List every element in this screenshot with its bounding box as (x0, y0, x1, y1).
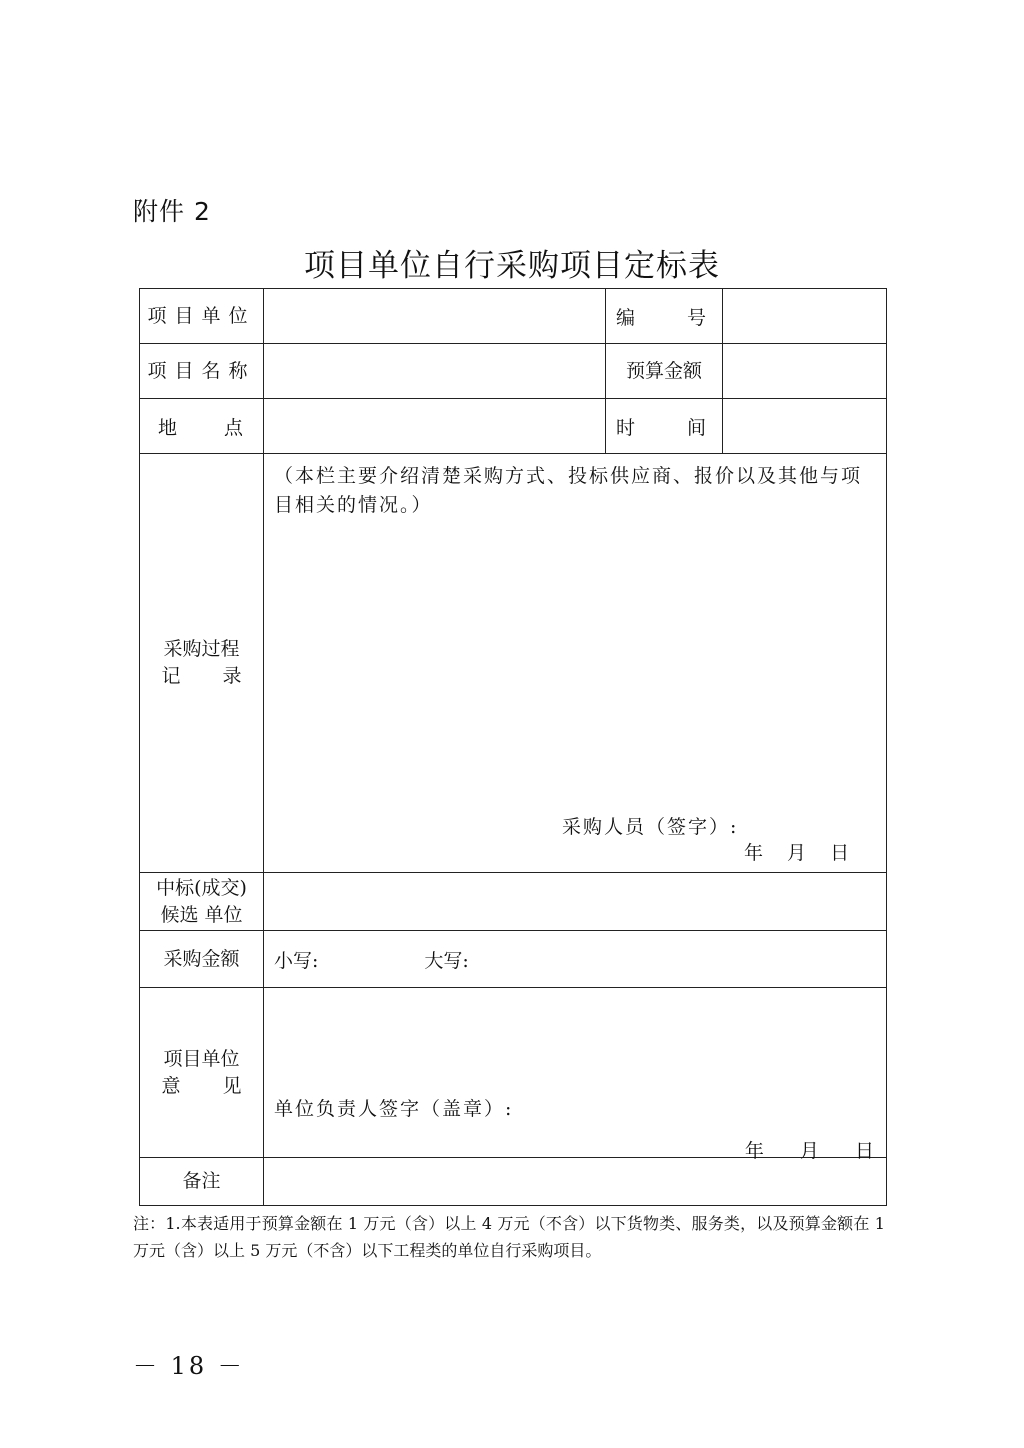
budget-field[interactable] (723, 344, 887, 399)
row-remarks (140, 1158, 887, 1206)
label-project-unit: 项目单位 (140, 289, 264, 344)
label-opinion-part2: 意 (161, 1074, 181, 1097)
unit-head-signature-label: 单位负责人签字（盖章）: (274, 1098, 514, 1120)
label-winner-line2: 候选 单位 (160, 903, 243, 926)
form-title: 项目单位自行采购项目定标表 (304, 248, 720, 284)
label-number-part2: 号 (686, 306, 706, 329)
process-instructions: （本栏主要介绍清楚采购方式、投标供应商、报价以及其他与项目相关的情况。） (274, 465, 863, 516)
procurement-form-table (139, 288, 887, 1206)
label-process-part3: 录 (222, 665, 242, 687)
label-location-part1: 地 (158, 416, 178, 439)
label-process-record (140, 454, 264, 873)
label-number-part1: 编 (616, 306, 636, 329)
row-opinion (140, 988, 887, 1158)
row-name (140, 344, 887, 399)
label-time-part1: 时 (616, 416, 636, 439)
purchase-amount-field[interactable] (264, 931, 887, 988)
label-opinion-part3: 见 (222, 1074, 242, 1097)
page-number: － 18 － (133, 1352, 245, 1380)
row-amount (140, 931, 887, 988)
label-process-part2: 记 (161, 665, 181, 687)
label-location-part2: 点 (223, 416, 243, 439)
unit-opinion-field[interactable] (264, 988, 887, 1162)
purchaser-signature-label: 采购人员（签字）: (562, 816, 739, 838)
label-number (606, 289, 723, 344)
label-process-line1: 采购过程 (163, 638, 240, 660)
label-opinion-line1: 项目单位 (163, 1047, 240, 1070)
row-winner (140, 873, 887, 931)
label-budget: 预算金额 (606, 344, 723, 399)
label-winner-line1: 中标(成交) (156, 876, 247, 899)
winning-candidate-field[interactable] (264, 873, 887, 931)
label-unit-opinion (140, 988, 264, 1158)
label-location (140, 399, 264, 454)
number-field[interactable] (723, 289, 887, 344)
label-time-part2: 间 (686, 416, 706, 439)
row-location (140, 399, 887, 454)
label-project-name: 项目名称 (140, 344, 264, 399)
label-winning-candidate (140, 873, 264, 931)
opinion-date-label: 年 月 日 (744, 1140, 874, 1162)
label-time (606, 399, 723, 454)
location-field[interactable] (264, 399, 606, 454)
time-field[interactable] (723, 399, 887, 454)
row-unit (140, 289, 887, 344)
label-purchase-amount: 采购金额 (140, 931, 264, 988)
project-name-field[interactable] (264, 344, 606, 399)
label-remarks: 备注 (140, 1158, 264, 1206)
process-record-field[interactable] (264, 454, 887, 873)
amount-lowercase-label: 小写: (274, 949, 319, 972)
attachment-label: 附件 2 (133, 197, 211, 226)
remarks-field[interactable] (264, 1158, 887, 1206)
amount-uppercase-label: 大写: (424, 949, 469, 972)
process-date-label: 年 月 日 (744, 842, 850, 864)
row-process (140, 454, 887, 873)
project-unit-field[interactable] (264, 289, 606, 344)
footnote: 注：1.本表适用于预算金额在 1 万元（含）以上 4 万元（不含）以下货物类、服务类，以及预算金额在 1 万元（含）以上 5 万元（不含）以下工程类的单位自行采购项目。 (133, 1214, 885, 1260)
